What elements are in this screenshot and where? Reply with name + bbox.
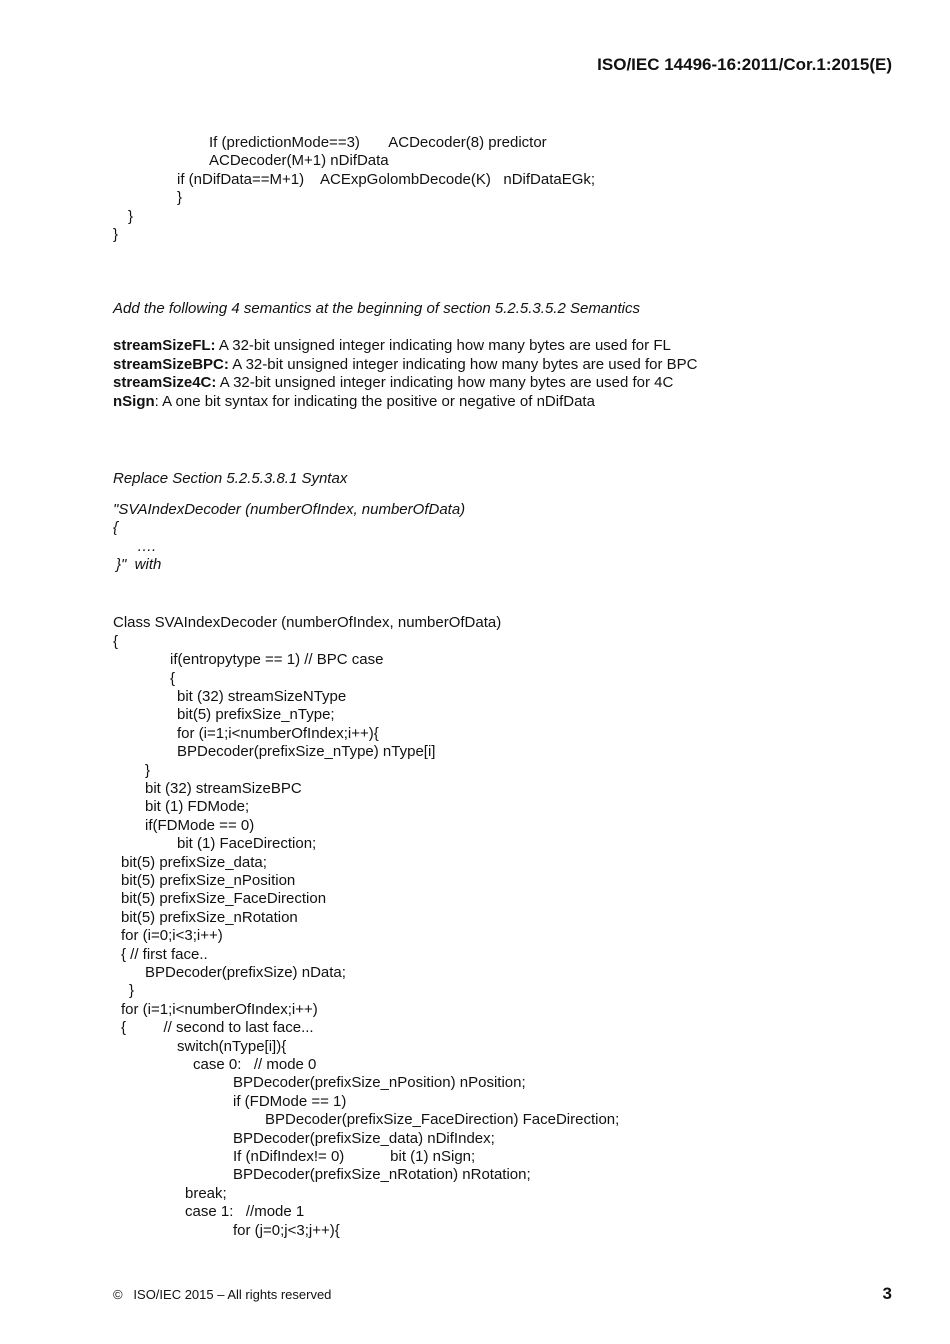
code-line: for (i=0;i<3;i++) [121,927,223,944]
code-line: bit(5) prefixSize_nPosition [121,872,296,889]
code-line: Class SVAIndexDecoder (numberOfIndex, numberOfData) [113,614,502,631]
code-line: { [170,670,176,687]
code-line: if (nDifData==M+1) ACExpGolombDecode(K) nDifDataEGk; [177,171,596,188]
semantic-term: nSign [113,393,155,410]
code-line: BPDecoder(prefixSize_FaceDirection) FaceDirection; [265,1111,620,1128]
semantic-entry [113,356,698,374]
code-line: break; [185,1185,227,1202]
code-line: { [113,633,119,650]
code-line: case 1: //mode 1 [185,1203,305,1220]
semantic-desc: : A one bit syntax for indicating the positive or negative of nDifData [154,393,595,410]
code-line: bit (32) streamSizeBPC [145,780,302,797]
semantic-term: streamSize4C: [113,374,217,391]
instruction-add-semantics: Add the following 4 semantics at the beginning of section 5.2.5.3.5.2 Semantics [113,300,640,317]
code-line: for (j=0;j<3;j++){ [233,1222,340,1239]
code-line: { // second to last face... [121,1019,314,1036]
code-line: BPDecoder(prefixSize) nData; [145,964,346,981]
code-line: If (nDifIndex!= 0) bit (1) nSign; [233,1148,476,1165]
semantic-entry [113,337,671,355]
code-line: BPDecoder(prefixSize_nPosition) nPosition; [233,1074,526,1091]
code-line: bit(5) prefixSize_nRotation [121,909,298,926]
semantic-entry [113,374,673,392]
code-line: bit (1) FDMode; [145,798,250,815]
semantic-term: streamSizeBPC: [113,356,229,373]
semantic-desc: A 32-bit unsigned integer indicating how many bytes are used for FL [215,337,671,354]
semantic-desc: A 32-bit unsigned integer indicating how many bytes are used for BPC [228,356,698,373]
code-line: } [113,226,119,243]
code-line: bit(5) prefixSize_FaceDirection [121,890,327,907]
code-line: BPDecoder(prefixSize_data) nDifIndex; [233,1130,495,1147]
code-line: bit(5) prefixSize_data; [121,854,267,871]
code-line: If (predictionMode==3) ACDecoder(8) predictor [209,134,547,151]
quoted-line: "SVAIndexDecoder (numberOfIndex, numberOfData) [113,501,466,518]
quoted-line: }" with [116,556,162,573]
code-line: if (FDMode == 1) [233,1093,347,1110]
quoted-line: …. [137,538,157,555]
document-id-header: ISO/IEC 14496-16:2011/Cor.1:2015(E) [597,55,892,74]
code-line: if(FDMode == 0) [145,817,255,834]
code-line: { // first face.. [121,946,208,963]
page-number: 3 [882,1284,892,1303]
semantic-desc: A 32-bit unsigned integer indicating how many bytes are used for 4C [216,374,674,391]
code-line: BPDecoder(prefixSize_nRotation) nRotation; [233,1166,531,1183]
code-line: for (i=1;i<numberOfIndex;i++){ [177,725,379,742]
code-line: case 0: // mode 0 [193,1056,317,1073]
code-line: if(entropytype == 1) // BPC case [170,651,384,668]
code-line: for (i=1;i<numberOfIndex;i++) [121,1001,318,1018]
semantic-term: streamSizeFL: [113,337,216,354]
code-line: } [128,208,134,225]
code-line: switch(nType[i]){ [177,1038,287,1055]
code-line: } [129,982,135,999]
instruction-replace-syntax: Replace Section 5.2.5.3.8.1 Syntax [113,470,348,487]
semantic-entry [113,393,595,411]
code-line: } [177,189,183,206]
code-line: bit (32) streamSizeNType [177,688,347,705]
code-line: bit(5) prefixSize_nType; [177,706,335,723]
copyright-footer: © ISO/IEC 2015 – All rights reserved [113,1287,332,1302]
code-line: ACDecoder(M+1) nDifData [209,152,389,169]
code-line: BPDecoder(prefixSize_nType) nType[i] [177,743,436,760]
quoted-line: { [113,519,119,536]
code-line: bit (1) FaceDirection; [177,835,317,852]
code-line: } [145,762,151,779]
